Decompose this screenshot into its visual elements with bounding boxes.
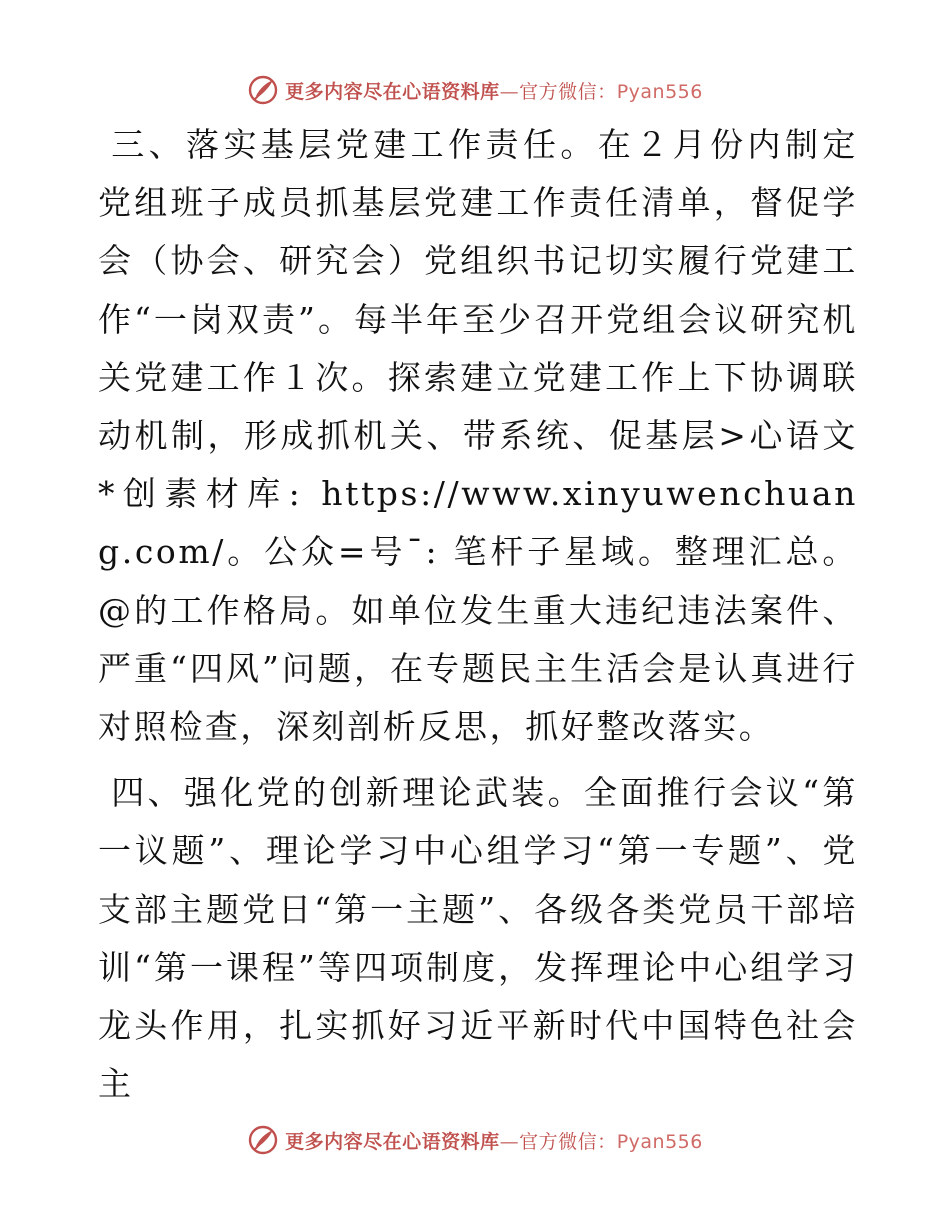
quill-pen-logo-icon — [247, 74, 279, 106]
quill-pen-logo-icon — [247, 1124, 279, 1156]
watermark-separator: — — [499, 1130, 520, 1153]
footer-watermark — [0, 1122, 950, 1158]
paragraph-section-three: 三、落实基层党建工作责任。在２月份内制定党组班子成员抓基层党建工作责任清单，督促学会（协会、研究会）党组织书记切实履行党建工作“一岗双责”。每半年至少召开党组会议研究机关党建工作１次。探索建立党建工作上下协调联动机制，形成抓机关、带系统、促基层>心语文*创素材库: https://www.xinyuwenchuang.com/。公众=号¯: 笔杆子星域。整理汇总。@的工作格局。如单位发生重大违纪违法案件、严重“四风”问题，在专题民主生活会是认真进行对照检查，深刻剖析反思，抓好整改落实。 — [98, 125, 858, 747]
watermark-brand: 更多内容尽在心语资料库 — [285, 80, 500, 103]
paragraph-section-four: 四、强化党的创新理论武装。全面推行会议“第一议题”、理论学习中心组学习“第一专题”、党支部主题党日“第一主题”、各级各类党员干部培训“第一课程”等四项制度，发挥理论中心组学习龙头作用，扎实抓好习近平新时代中国特色社会主 — [98, 773, 858, 1104]
watermark-text — [285, 77, 703, 104]
watermark-suffix: 官方微信： — [519, 80, 617, 103]
watermark-separator: — — [499, 80, 520, 103]
document-body — [98, 116, 858, 1113]
watermark-handle: Pyan556 — [616, 1130, 703, 1153]
watermark-suffix: 官方微信： — [519, 1130, 617, 1153]
watermark-text — [285, 1127, 703, 1154]
watermark-brand: 更多内容尽在心语资料库 — [285, 1130, 500, 1153]
header-watermark — [0, 72, 950, 108]
watermark-handle: Pyan556 — [616, 80, 703, 103]
